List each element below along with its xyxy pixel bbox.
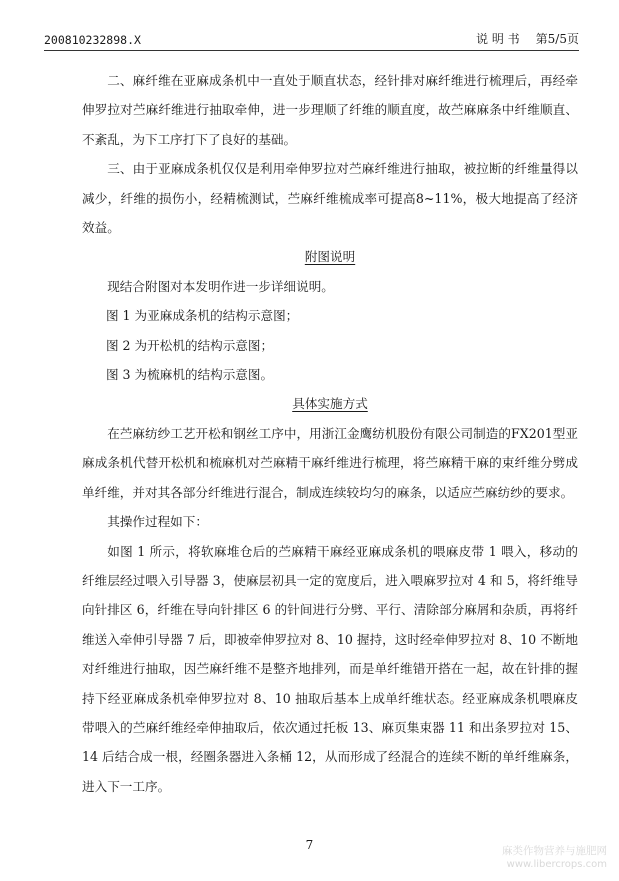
embodiment-paragraph-2: 其操作过程如下： — [107, 514, 208, 530]
embodiment-paragraph-1: 在苎麻纺纱工艺开松和钢丝工序中，用浙江金鹰纺机股份有限公司制造的FX201型亚麻成条机代替开松机和梳麻机对苎麻精干麻纤维进行梳理，将苎麻精干麻的束纤维分劈成单纤维，并对其各部分纤维进行混合，制成连续较均匀的麻条，以适应苎麻纺纱的要求。 — [82, 425, 578, 500]
page-header — [44, 31, 579, 47]
watermark-url: www.libercrops.com — [506, 859, 607, 870]
figures-section-title: 附图说明 — [304, 249, 356, 265]
site-watermark — [502, 845, 607, 871]
watermark-site-name: 麻类作物营养与施肥网 — [502, 845, 607, 857]
application-number: 200810232898.X — [44, 33, 141, 47]
embodiment-paragraph-3: 如图 1 所示，将软麻堆仓后的苎麻精干麻经亚麻成条机的喂麻皮带 1 喂入，移动的纤维层经过喂入引导器 3，使麻层初具一定的宽度后，进入喂麻罗拉对 4 和 5，将纤维导向针排区 6，纤维在导向针排区 6 的针间进行分劈、平行、清除部分麻屑和杂质，再将纤维送入牵伸引导器 7 后，即被牵伸罗拉对 8、10 握持，这时经牵伸罗拉对 8、10 不断地对纤维进行抽取，因苎麻纤维不是整齐地排列，而是单纤维错开搭在一起，故在针排的握持下经亚麻成条机牵伸罗拉对 8、10 抽取后基本上成单纤维状态。经亚麻成条机喂麻皮带喂入的苎麻纤维经牵伸抽取后，依次通过托板 13、麻页集束器 11 和出条罗拉对 15、14 后结合成一根，经圈条器进入条桶 12，从而形成了经混合的连续不断的单纤维麻条，进入下一工序。 — [82, 543, 578, 794]
figure-item-2: 图 2 为开松机的结构示意图； — [105, 337, 274, 353]
document-body — [82, 66, 578, 801]
figure-item-3: 图 3 为梳麻机的结构示意图。 — [105, 367, 274, 383]
header-right — [476, 30, 579, 47]
figures-intro: 现结合附图对本发明作进一步详细说明。 — [107, 278, 334, 294]
page-info: 第5/5页 — [535, 32, 579, 46]
page-number: 7 — [305, 838, 314, 852]
advantage-paragraph-2: 二、麻纤维在亚麻成条机中一直处于顺直状态，经针排对麻纤维进行梳理后，再经牵伸罗拉对苎麻纤维进行抽取牵伸，进一步理顺了纤维的顺直度，故苎麻麻条中纤维顺直、不紊乱，为下工序打下了良好的基础。 — [82, 73, 578, 147]
figure-item-1: 图 1 为亚麻成条机的结构示意图； — [105, 308, 299, 324]
advantage-paragraph-3: 三、由于亚麻成条机仅仅是利用牵伸罗拉对苎麻纤维进行抽取，被拉断的纤维量得以减少，纤维的损伤小，经精梳测试，苎麻纤维梳成率可提高8~11%，极大地提高了经济效益。 — [82, 161, 578, 236]
embodiment-section-title: 具体实施方式 — [292, 396, 368, 412]
document-type: 说 明 书 — [476, 32, 520, 46]
header-divider — [44, 50, 579, 51]
